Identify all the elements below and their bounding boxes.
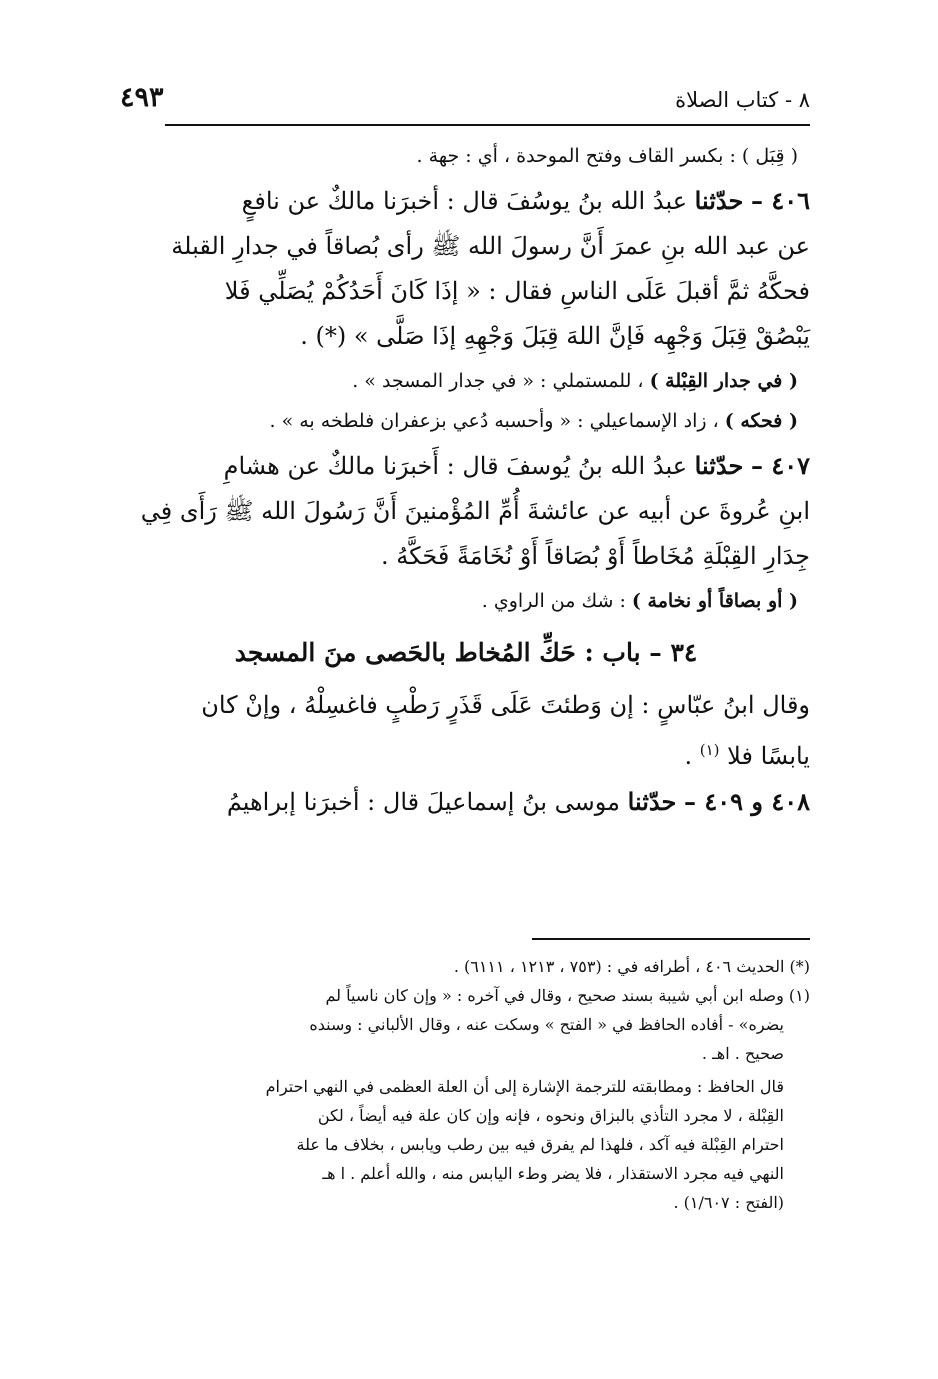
hadith-406-line-1 [122, 178, 810, 224]
hadith-number: ٤٠٦ – [750, 186, 810, 215]
footnote-2-line-4: النهي فيه مجرد الاستقذار ، فلا يضر وطء اليابس منه ، والله أعلم . ا هـ [322, 1164, 784, 1183]
hadith-408-409-line-1 [122, 779, 810, 825]
gloss-term: ( فحكه ) [724, 410, 798, 432]
hadith-406-line-4: يَبْصُقْ قِبَلَ وَجْهِه فَإنَّ اللهَ قِبَلَ وَجْهِهِ إذَا صَلَّى » (*) . [300, 322, 810, 350]
main-text [122, 136, 810, 825]
hadith-406 [122, 178, 810, 359]
footnote-1-line-3: صحيح . اهـ . [701, 1044, 784, 1063]
chapter-text: يابسًا فلا [727, 742, 810, 770]
chapter-heading: ٣٤ – باب : حَكِّ المُخاط بالحَصى منَ المسجد [234, 638, 698, 667]
narration-word: حدّثنا [694, 186, 744, 215]
hadith-407-line-1 [122, 443, 810, 489]
footnote-2-line-3: احترام القِبْلة فيه آكد ، فلهذا لم يفرق فيه بين رطب ويابس ، بخلاف ما علة [296, 1135, 784, 1154]
gloss-qibla-wall [122, 361, 810, 401]
footnote-reference[interactable]: (١) [699, 741, 720, 759]
gloss-text: ، للمستملي : « في جدار المسجد » . [352, 370, 644, 392]
hadith-number: ٤٠٧ – [750, 451, 810, 480]
gloss-term: ( أو بصاقاً أو نخامة ) [631, 590, 798, 612]
footnote-1-line-1: (١) وصله ابن أبي شيبة بسند صحيح ، وقال في آخره : « وإن كان ناسياً لم [325, 986, 810, 1005]
footnote-2-line-5: (الفتح : ١/٦٠٧) . [673, 1193, 784, 1212]
hadith-text: عبدُ الله بنُ يوسُفَ قال : أخبرَنا مالكٌ عن نافعٍ [241, 187, 688, 215]
header-rule [165, 124, 810, 126]
page-number: ٤٩٣ [120, 82, 164, 113]
hadith-407-line-2: ابنِ عُروةَ عن أبيه عن عائشةَ أُمِّ المُؤْمنينَ أَنَّ رَسُولَ الله ﷺ رَأَى فِي [140, 497, 810, 525]
gloss-doubt [122, 581, 810, 621]
gloss-text: : شك من الراوي . [481, 590, 626, 612]
footnote-1-line-2: يضره» - أفاده الحافظ في « الفتح » وسكت عنه ، وقال الألباني : وسنده [309, 1015, 784, 1034]
hadith-406-line-3: فحكَّهُ ثمَّ أقبلَ عَلَى الناسِ فقال : « إذَا كَانَ أَحَدُكُمْ يُصَلِّي فَلا [224, 277, 810, 305]
chapter-text-line-1: وقال ابنُ عبّاسٍ : إن وَطئتَ عَلَى قَذَرٍ رَطْبٍ فاغسِلْهُ ، وإنْ كان [201, 691, 810, 719]
narration-word: حدّثنا [627, 787, 677, 816]
page-header [120, 78, 810, 122]
hadith-number: ٤٠٨ و ٤٠٩ – [683, 787, 810, 816]
hadith-407-line-3: جِدَارِ القِبْلَةِ مُخَاطاً أَوْ بُصَاقاً أَوْ نُخَامَةً فَحَكَّهُ . [381, 542, 810, 570]
gloss-text: ، زاد الإسماعيلي : « وأحسبه دُعي بزعفران فلطخه به » . [269, 410, 719, 432]
hadith-407 [122, 443, 810, 579]
hadith-text: موسى بنُ إسماعيلَ قال : أخبرَنا إبراهيمُ [226, 788, 621, 816]
hadith-text: عبدُ الله بنُ يُوسفَ قال : أَخبرَنا مالكٌ عن هشامِ [223, 452, 688, 480]
footnote-rule [532, 938, 810, 940]
gloss-hakkahu [122, 401, 810, 441]
footnotes [122, 952, 810, 1217]
gloss-qibal: ( قِبَل ) : بكسر القاف وفتح الموحدة ، أي : جهة . [416, 145, 798, 167]
footnote-2-line-1: قال الحافظ : ومطابقته للترجمة الإشارة إلى أن العلة العظمى في النهي احترام [265, 1077, 784, 1096]
gloss-term: ( في جدار القِبْلة ) [649, 370, 798, 392]
chapter-text-line-2 [122, 728, 810, 779]
chapter-text-end: . [684, 742, 693, 770]
footnote-2-line-2: القِبْلة ، لا مجرد التأذي بالبزاق ونحوه ، فإنه وإن كان علة فيه أيضاً ، لكن [317, 1106, 784, 1125]
running-title: ٨ - كتاب الصلاة [675, 88, 810, 112]
footnote-star: (*) الحديث ٤٠٦ ، أطرافه في : (٧٥٣ ، ١٢١٣ ، ٦١١١) . [453, 957, 810, 976]
narration-word: حدّثنا [694, 451, 744, 480]
hadith-406-line-2: عن عبد الله بنِ عمرَ أَنَّ رسولَ الله ﷺ رأى بُصاقاً في جدارِ القبلة [171, 232, 810, 260]
